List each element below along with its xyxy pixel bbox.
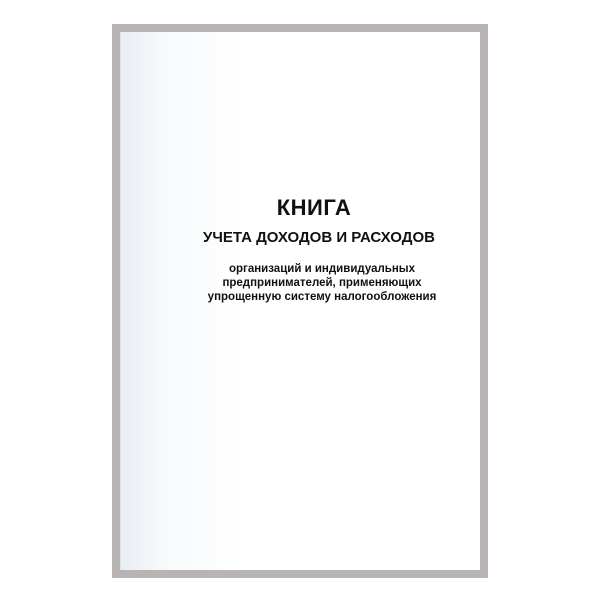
- cover-subtitle: УЧЕТА ДОХОДОВ И РАСХОДОВ: [203, 229, 435, 246]
- cover-description: [120, 262, 480, 304]
- book-cover: [120, 32, 480, 570]
- cover-title-block: [120, 194, 480, 304]
- cover-description-line-2: предпринимателей, применяющих: [222, 277, 422, 289]
- cover-description-line-3: упрощенную систему налогообложения: [207, 291, 437, 303]
- cover-title: КНИГА: [276, 195, 352, 220]
- book-frame: [112, 24, 488, 578]
- cover-description-line-1: организаций и индивидуальных: [228, 263, 416, 275]
